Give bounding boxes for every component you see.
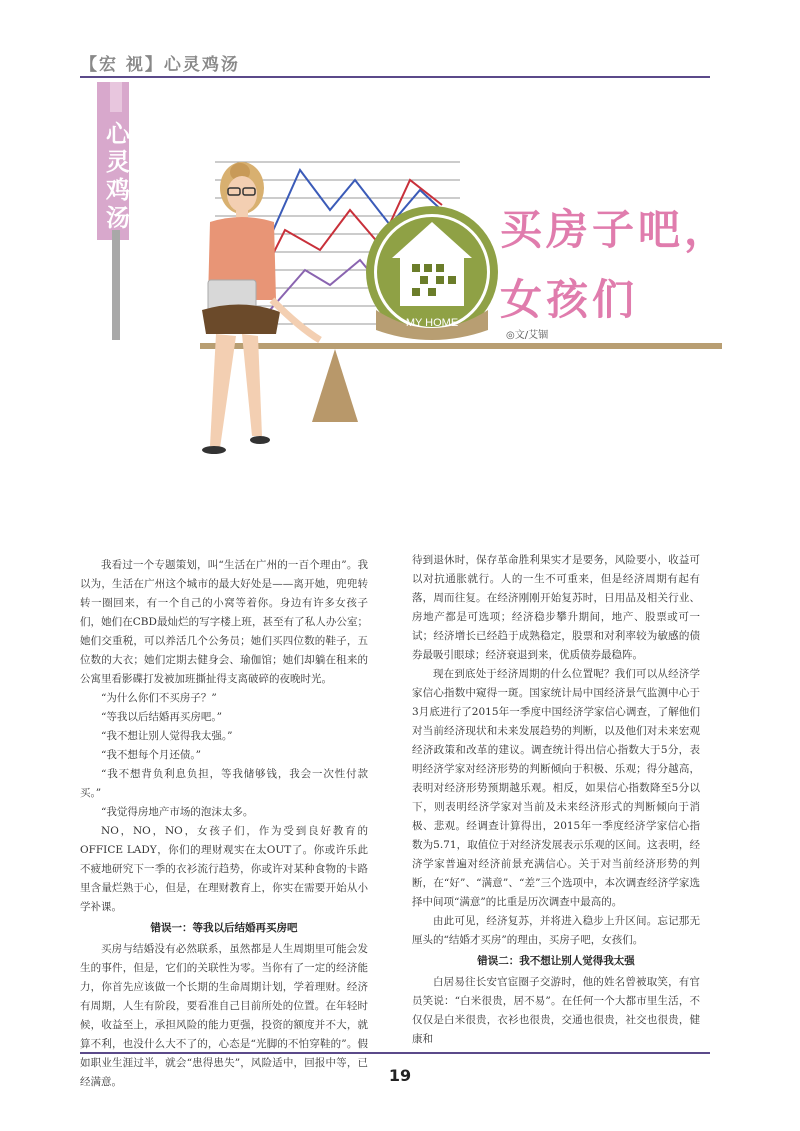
woman-figure-icon (202, 162, 320, 454)
paragraph: 我看过一个专题策划，叫“生活在广州的一百个理由”。我以为，生活在广州这个城市的最大好处是——离开她，兜兜转转一圈回来，有一个自己的小窝等着你。身边有许多女孩子们，她们在CBD最灿烂的写字楼上班，甚至有了私人办公室；她们交重税，可以养活几个公务员；她们买四位数的鞋子，五位数的大衣；她们定期去健身会、瑜伽馆；她们却躺在租来的公寓里看影碟打发被加班撕扯得支离破碎的夜晚时光。 (80, 559, 368, 685)
vertical-title (104, 120, 132, 232)
quote-line: “我不想每个月还债。” (101, 749, 201, 761)
section-heading: 错误二：我不想让别人觉得我太强 (477, 955, 635, 967)
article-title (500, 195, 730, 335)
paragraph: NO，NO，NO，女孩子们，作为受到良好教育的OFFICE LADY，你们的理财观实在太OUT了。你或许乐此不疲地研究下一季的衣衫流行趋势，你或许对某种食物的卡路里含量烂熟于心，但是，在理财教育上，你实在需要开始从小学补课。 (80, 825, 368, 913)
author-credit: ◎文/艾锢 (506, 330, 549, 341)
quote-line: “为什么你们不买房子？” (101, 692, 217, 704)
vertical-title-char: 汤 (106, 204, 130, 232)
house-sign-text: MY HOME (405, 317, 459, 329)
paragraph: 买房与结婚没有必然联系，虽然都是人生周期里可能会发生的事件，但是，它们的关联性为零。当你有了一定的经济能力，你首先应该做一个长期的生命周期计划，学着理财。经济有周期，人生有阶段，要看准自己目前所处的位置。在年轻时候，收益至上，承担风险的能力更强，投资的额度并不大，就算不利，也没什么大不了的，心态是“光脚的不怕穿鞋的”。假如职业生涯过半，就会“患得患失”，风险适中，回报中等，已经满意。 (80, 943, 368, 1088)
title-line-1: 买房子吧， (500, 205, 731, 254)
section-header: 【宏 视】心灵鸡汤 (80, 55, 240, 75)
header-rule (80, 76, 710, 78)
vertical-title-char: 灵 (106, 148, 130, 176)
quote-line: “我不想背负利息负担，等我储够钱，我会一次性付款买。” (80, 768, 368, 799)
page-number: 19 (388, 1066, 412, 1085)
quote-line: “等我以后结婚再买房吧。” (101, 711, 222, 723)
paragraph: 白居易往长安官宦圈子交游时，他的姓名曾被取笑，有官员笑说：“白米很贵，居不易”。在任何一个大都市里生活，不仅仅是白米很贵，衣衫也很贵，交通也很贵，社交也很贵，健康和 (412, 976, 700, 1045)
seesaw-fulcrum (312, 349, 358, 422)
paragraph: 现在到底处于经济周期的什么位置呢？我们可以从经济学家信心指数中窥得一斑。国家统计局中国经济景气监测中心于3月底进行了2015年一季度中国经济学家信心调查，了解他们对当前经济现状和未来发展趋势的判断，以及他们对未来宏观经济政策和改革的建议。调查统计得出信心指数大于5分，表明经济学家对经济形势的判断倾向于积极、乐观；得分越高，表明对经济形势预期越乐观。相反，如果信心指数降至5分以下，则表明经济学家对当前及未来经济形式的判断倾向于消极、悲观。经调查计算得出，2015年一季度经济学家信心指数为5.71，取值位于对经济发展表示乐观的区间。这表明，经济学家普遍对经济前景充满信心。关于对当前经济形势的判断，在“好”、“满意”、“差”三个选项中，本次调查经济学家选择中间项“满意”的比重是历次调查中最高的。 (412, 668, 700, 908)
paragraph: 由此可见，经济复苏，并将进入稳步上升区间。忘记那无厘头的“结婚才买房”的理由，买房子吧，女孩们。 (412, 915, 700, 946)
vertical-title-char: 心 (106, 120, 130, 148)
footer-rule (80, 1052, 710, 1054)
sidebar-pink-accent (110, 82, 122, 112)
text-column-left (80, 556, 368, 1092)
quote-line: “我觉得房地产市场的泡沫太多。 (101, 806, 254, 818)
title-line-2: 女孩们 (500, 275, 639, 324)
seesaw-plank (200, 343, 722, 349)
section-heading: 错误一：等我以后结婚再买房吧 (150, 922, 298, 934)
quote-line: “我不想让别人觉得我太强。” (101, 730, 233, 742)
paragraph: 待到退休时，保存革命胜利果实才是要务，风险要小，收益可以对抗通胀就行。人的一生不可重来，但是经济周期有起有落，周而往复。在经济刚刚开始复苏时，日用品及相关行业、房地产都是可选项；经济稳步攀升期间，地产、股票或可一试；经济增长已经趋于成熟稳定，股票和对利率较为敏感的债券最吸引眼球；经济衰退到来，优质债券最稳阵。 (412, 554, 700, 661)
vertical-title-char: 鸡 (106, 176, 130, 204)
text-column-right (412, 551, 700, 1049)
sidebar-grey-bar (112, 230, 120, 340)
